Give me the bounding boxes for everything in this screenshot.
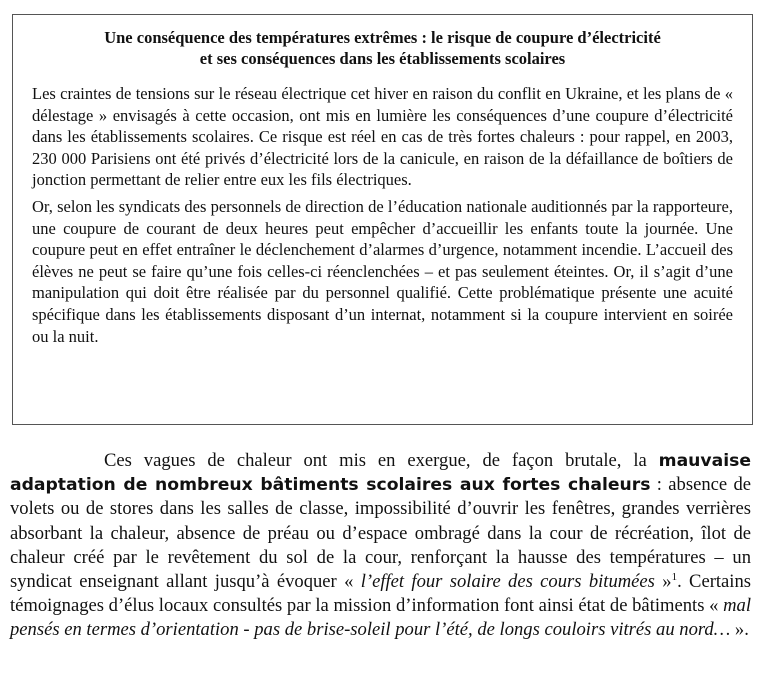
box-paragraph-2: Or, selon les syndicats des personnels de direction de l’éducation nationale auditionnés par la rapporteure, une coupure de courant de deux heures peut empêcher d’accueillir les enfants toute la journée. Une coupure peut en effet entraîner le déclenchement d’alarmes d’urgence, notamment incendie. L’accueil des élèves ne peut se faire qu’une fois celles-ci réenclenchées – et pas seulement éteintes. Or, il s’agit d’une manipulation qui doit être réalisée par du personnel qualifié. Cette problématique présente une acuité spécifique dans les établissements disposant d’un internat, notamment si la coupure intervient en soirée ou la nuit.: [32, 196, 733, 346]
main-text-c: »: [654, 571, 672, 593]
main-text-d: . Certains témoignages d’élus locaux consultés par la mission d’information font ainsi état de bâtiments «: [10, 571, 752, 617]
main-text-a: Ces vagues de chaleur ont mis en exergue, de façon brutale, la: [104, 450, 659, 471]
box-paragraph-1: Les craintes de tensions sur le réseau électrique cet hiver en raison du conflit en Ukraine, et les plans de « délestage » envisagés à cette occasion, ont mis en lumière les conséquences d’une coupure d’électricité dans les établissements scolaires. Ce risque est réel en cas de très fortes chaleurs : pour rappel, en 2003, 230 000 Parisiens ont été privés d’électricité lors de la canicule, en raison de la défaillance de boîtiers de jonction permettant de relier entre eux les fils électriques.: [32, 84, 733, 190]
main-text-e: ».: [730, 619, 749, 641]
main-text-b: : absence de volets ou de stores dans les salles de classe, impossibilité d’ouvrir les fenêtres, grandes verrières absorbant la chaleur, absence de préau ou d’espace ombragé dans la cour de récréation, îlot de chaleur créé par le revêtement du sol de la cour, renforçant la hausse des températures – un syndicat enseignant allant jusqu’à évoquer «: [10, 474, 751, 593]
main-quote-2: mal pensés en termes d’orientation - pas de brise-soleil pour l’été, de longs couloirs vitrés au nord…: [10, 595, 751, 641]
main-bold-phrase: mauvaise adaptation de nombreux bâtiments scolaires aux fortes chaleurs: [10, 451, 751, 496]
box-title-line1: Une conséquence des températures extrêmes : le risque de coupure d’électricité: [104, 28, 661, 47]
main-paragraph: [10, 449, 751, 643]
box-title-line2: et ses conséquences dans les établissements scolaires: [199, 49, 566, 68]
encadre-box: [12, 14, 753, 425]
box-title: [32, 27, 733, 69]
footnote-ref[interactable]: 1: [671, 570, 678, 583]
main-quote-1: l’effet four solaire des cours bitumées: [360, 571, 655, 593]
